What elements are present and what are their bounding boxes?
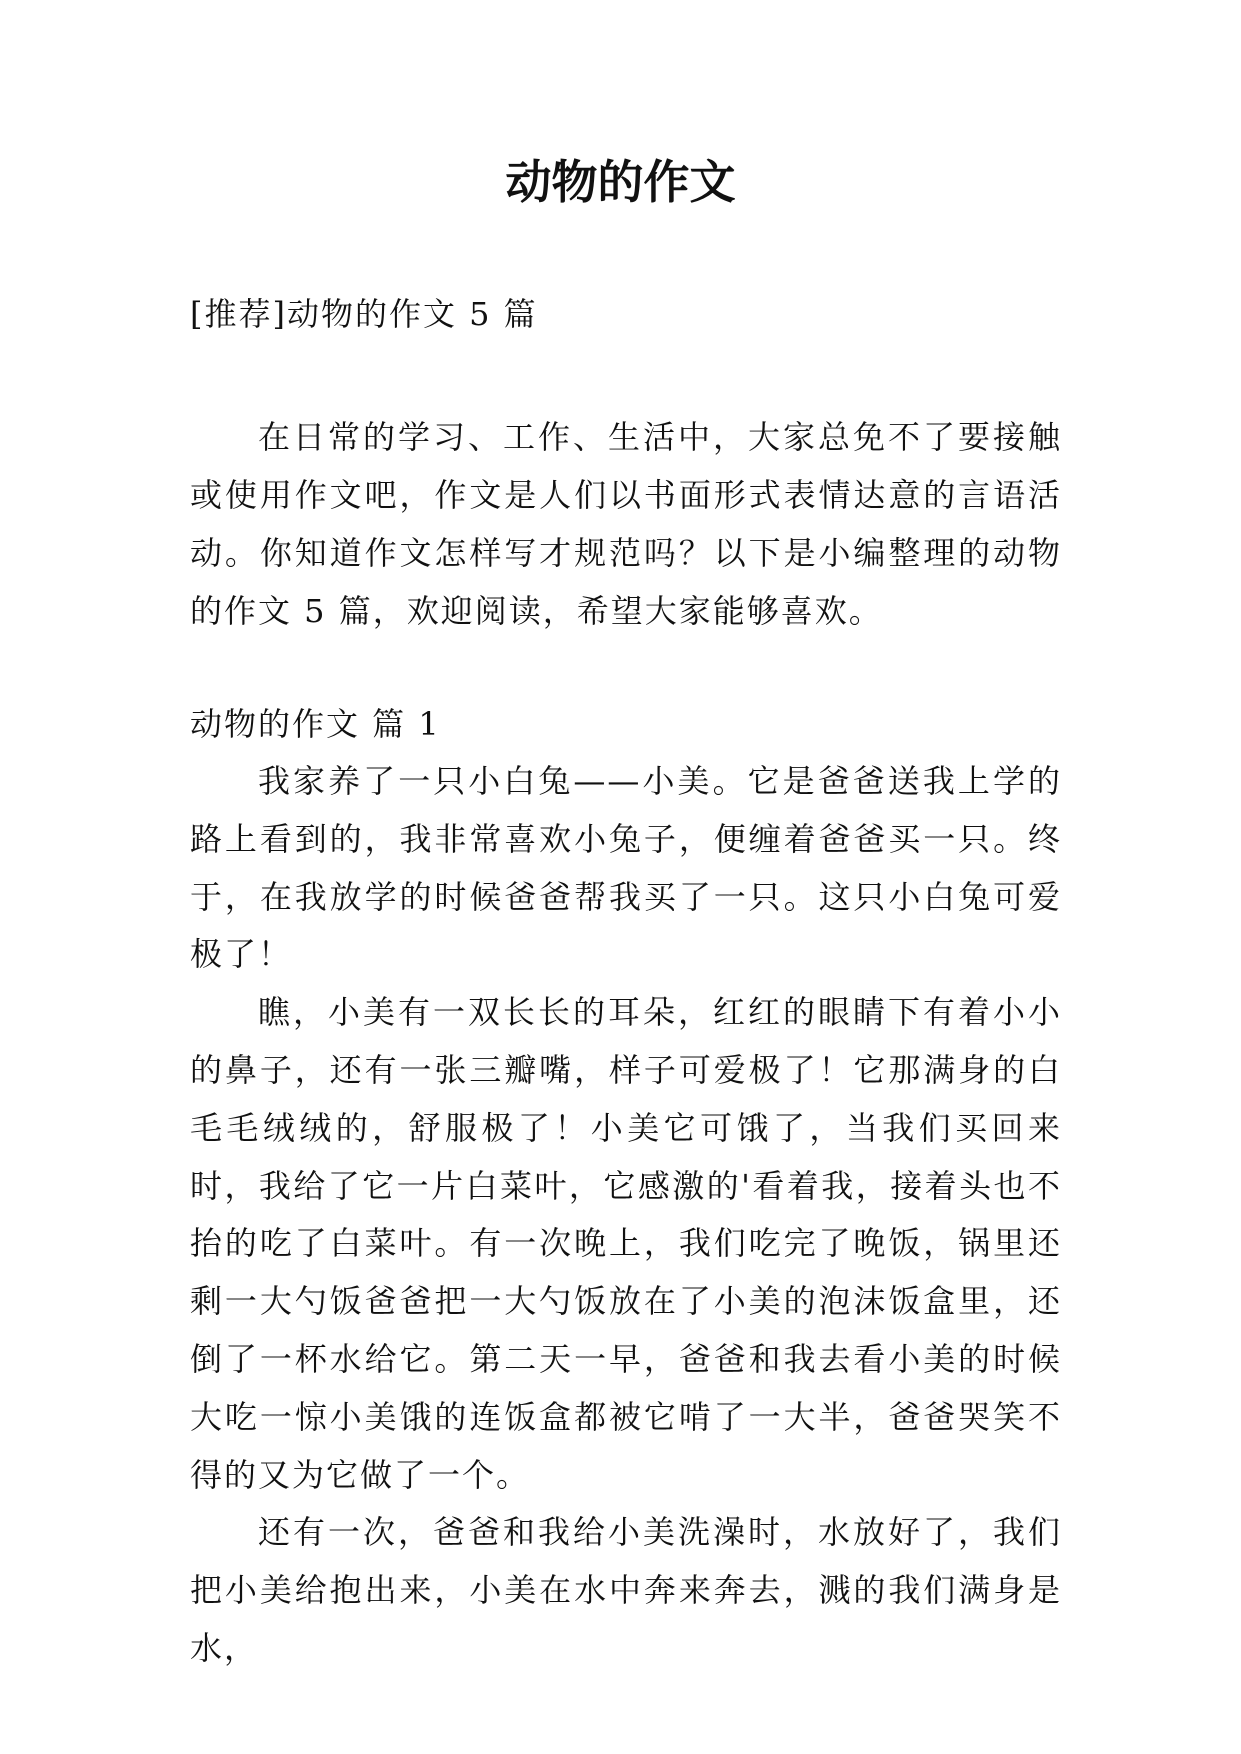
intro-paragraph: 在日常的学习、工作、生活中，大家总免不了要接触或使用作文吧，作文是人们以书面形式表情达意的言语活动。你知道作文怎样写才规范吗？以下是小编整理的动物的作文 5 篇，欢迎阅读，希望大家能够喜欢。 xyxy=(190,418,1062,630)
essay-paragraph: 还有一次，爸爸和我给小美洗澡时，水放好了，我们把小美给抱出来，小美在水中奔来奔去，溅的我们满身是水， xyxy=(190,1513,1062,1667)
document-subtitle: [推荐]动物的作文 5 篇 xyxy=(190,295,538,333)
essay-paragraph: 我家养了一只小白兔——小美。它是爸爸送我上学的路上看到的，我非常喜欢小兔子，便缠着爸爸买一只。终于，在我放学的时候爸爸帮我买了一只。这只小白兔可爱极了！ xyxy=(190,762,1062,974)
essay-paragraph: 瞧，小美有一双长长的耳朵，红红的眼睛下有着小小的鼻子，还有一张三瓣嘴，样子可爱极了！它那满身的白毛毛绒绒的，舒服极了！小美它可饿了，当我们买回来时，我给了它一片白菜叶，它感激的'看着我，接着头也不抬的吃了白菜叶。有一次晚上，我们吃完了晚饭，锅里还剩一大勺饭爸爸把一大勺饭放在了小美的泡沫饭盒里，还倒了一杯水给它。第二天一早，爸爸和我去看小美的时候大吃一惊小美饿的连饭盒都被它啃了一大半，爸爸哭笑不得的又为它做了一个。 xyxy=(190,993,1062,1494)
section-heading: 动物的作文 篇 1 xyxy=(190,705,441,743)
page-title: 动物的作文 xyxy=(505,155,736,209)
essay-body xyxy=(190,753,1062,1678)
